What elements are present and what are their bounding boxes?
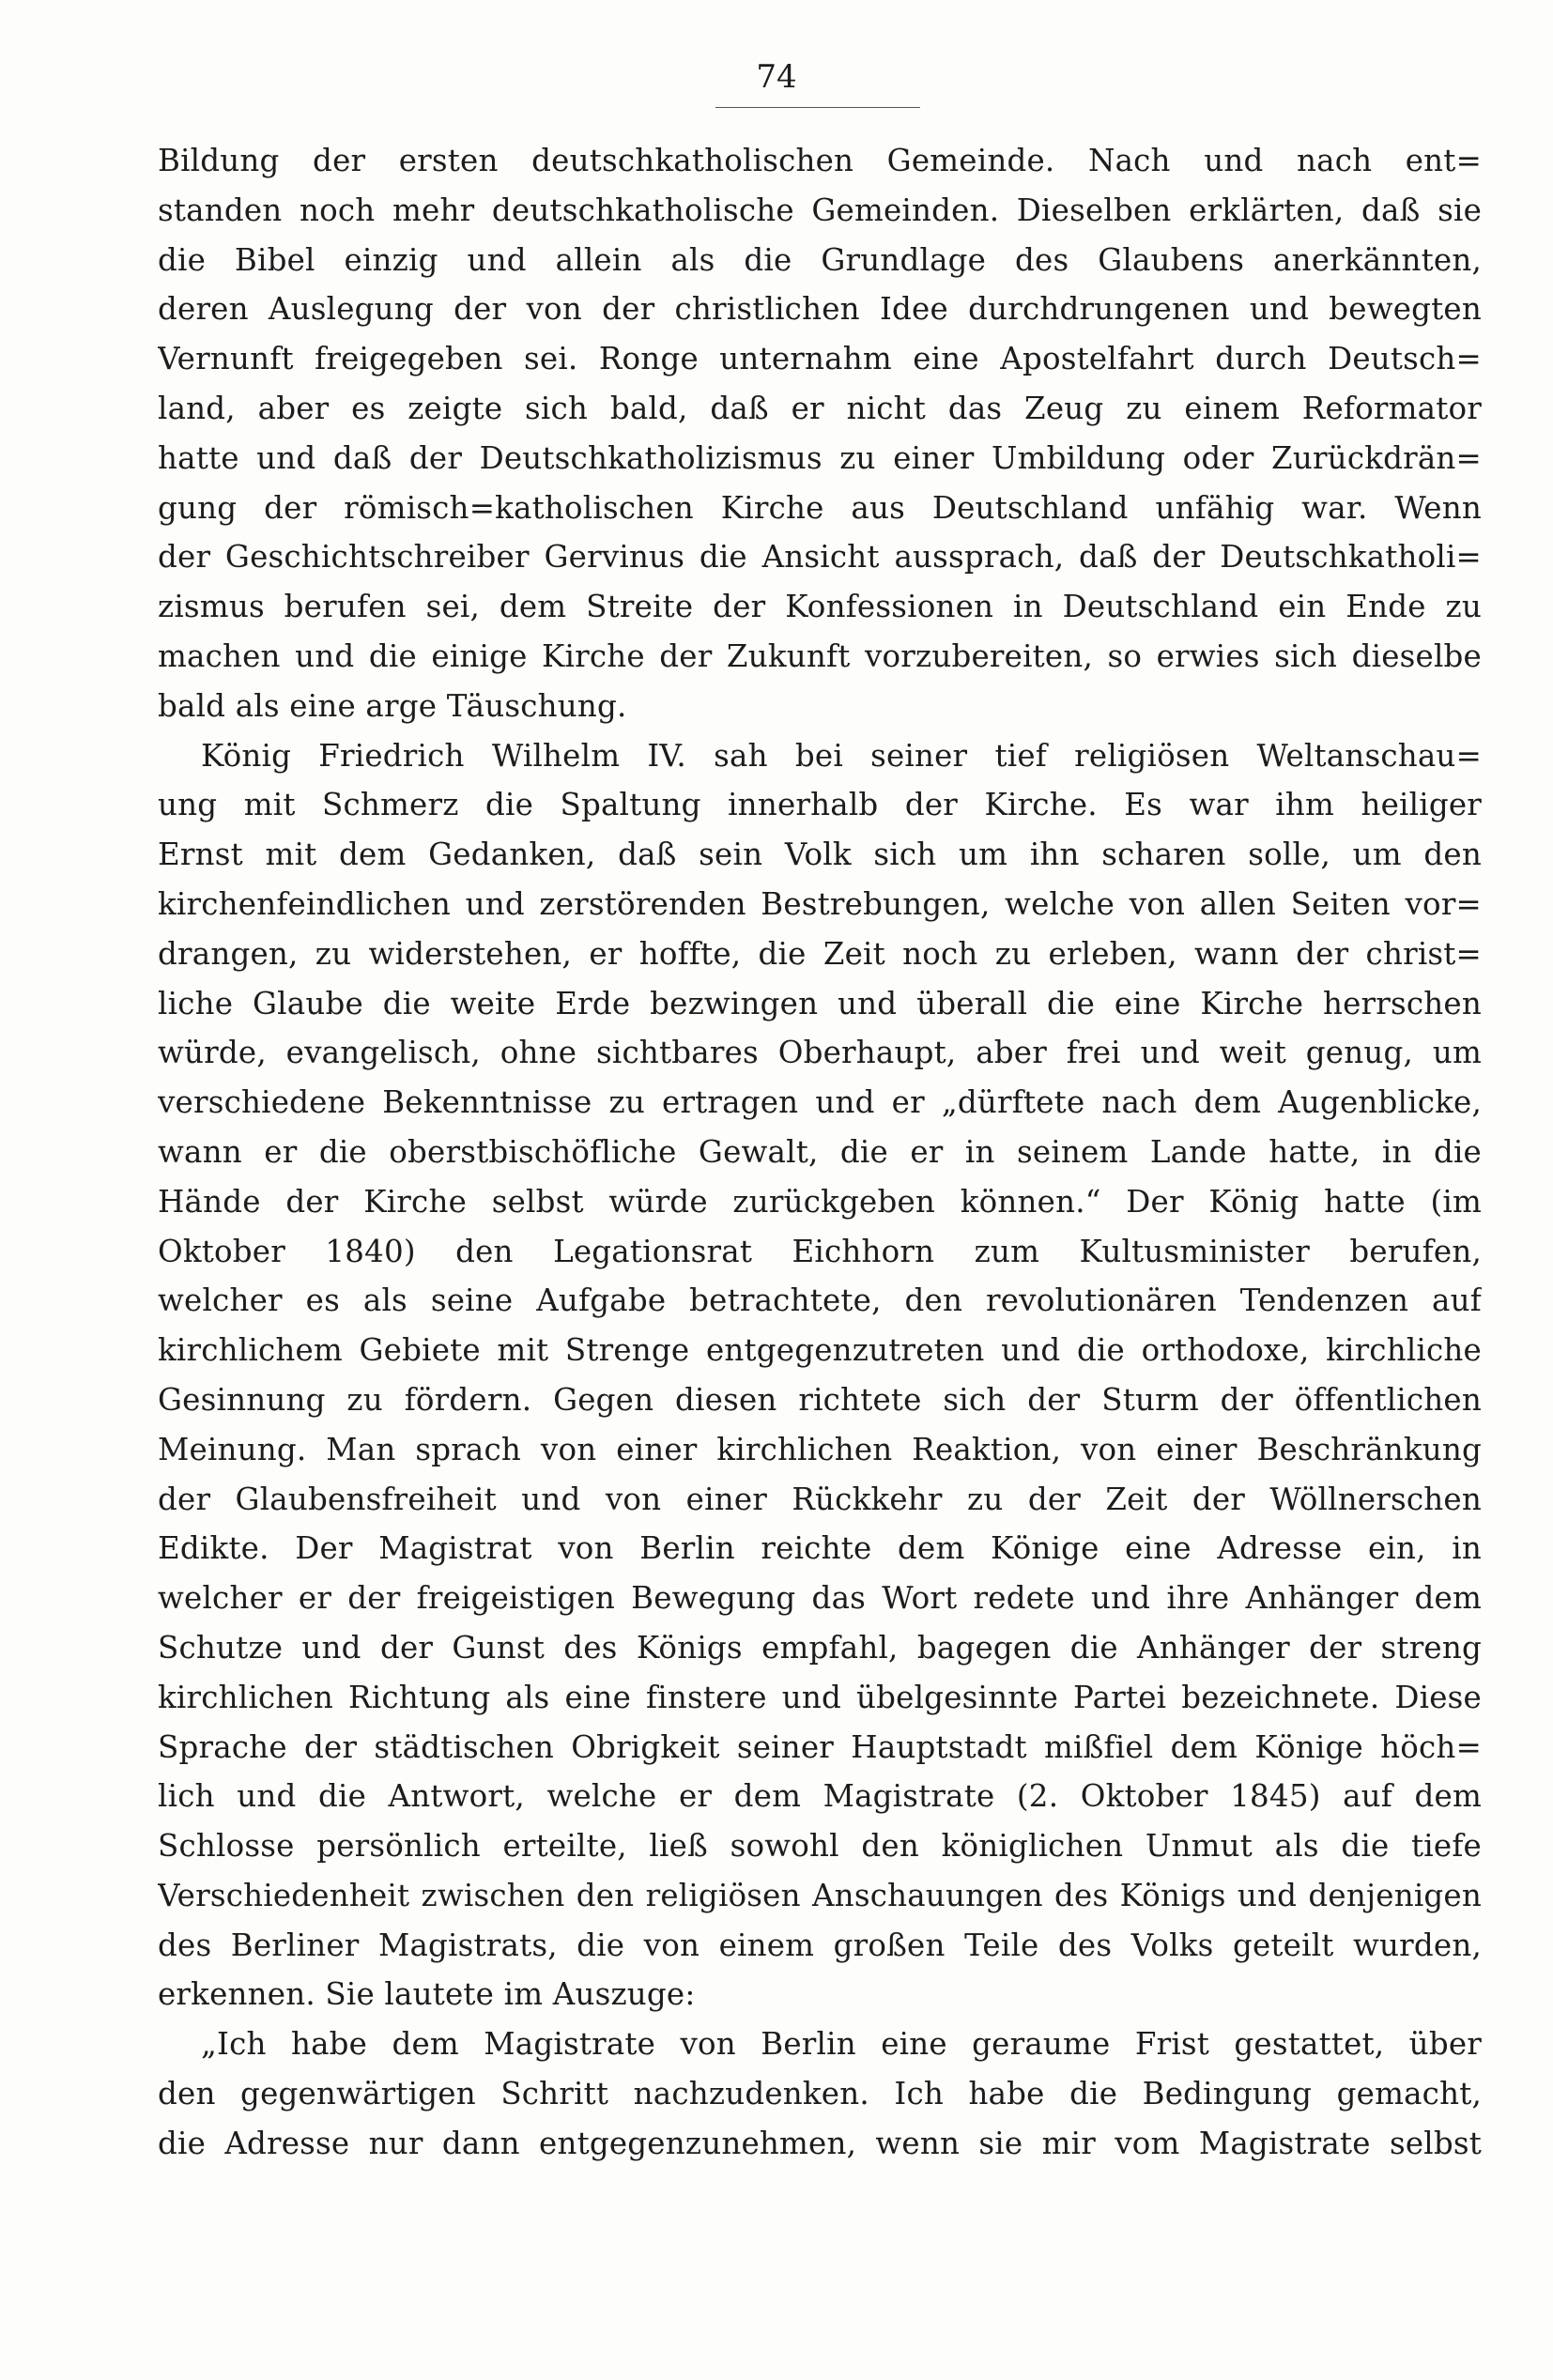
text-line: Oktober 1840) den Legationsrat Eichhorn zum Kultusminister berufen, bbox=[158, 1233, 1482, 1269]
paragraph-end-line: bald als eine arge Täuschung. bbox=[158, 687, 627, 724]
text-line: würde, evangelisch, ohne sichtbares Oberhaupt, aber frei und weit genug, um bbox=[158, 1035, 1482, 1071]
text-line: machen und die einige Kirche der Zukunft vorzubereiten, so erwies sich dieselbe bbox=[158, 637, 1482, 674]
text-line: welcher es als seine Aufgabe betrachtete, den revolutionären Tendenzen auf bbox=[158, 1282, 1482, 1319]
text-line: hatte und daß der Deutschkatholizismus zu einer Umbildung oder Zurückdrän= bbox=[158, 439, 1482, 476]
text-line: der Geschichtschreiber Gervinus die Ansicht aussprach, daß der Deutschkatholi= bbox=[158, 539, 1482, 576]
text-line: Bildung der ersten deutschkatholischen Gemeinde. Nach und nach ent= bbox=[158, 143, 1482, 178]
text-line: Edikte. Der Magistrat von Berlin reichte dem Könige eine Adresse ein, in bbox=[158, 1530, 1482, 1567]
text-line: welcher er der freigeistigen Bewegung das Wort redete und ihre Anhänger dem bbox=[158, 1580, 1482, 1617]
text-line: Meinung. Man sprach von einer kirchlichen Reaktion, von einer Beschränkung bbox=[158, 1431, 1482, 1467]
page-number-rule bbox=[715, 107, 920, 108]
text-line: Schlosse persönlich erteilte, ließ sowohl den königlichen Unmut als die tiefe bbox=[158, 1828, 1482, 1865]
text-line: Gesinnung zu fördern. Gegen diesen richtete sich der Sturm der öffentlichen bbox=[158, 1381, 1482, 1418]
text-line: standen noch mehr deutschkatholische Gemeinden. Dieselben erklärten, daß sie bbox=[158, 192, 1482, 228]
text-line: Verschiedenheit zwischen den religiösen Anschauungen des Königs und denjenigen bbox=[158, 1877, 1482, 1913]
text-line: drangen, zu widerstehen, er hoffte, die Zeit noch zu erleben, wann der christ= bbox=[158, 935, 1482, 972]
quote-start-line: „Ich habe dem Magistrate von Berlin eine geraume Frist gestattet, über bbox=[201, 2026, 1482, 2063]
text-line: kirchenfeindlichen und zerstörenden Bestrebungen, welche von allen Seiten vor= bbox=[158, 885, 1482, 922]
text-line: wann er die oberstbischöfliche Gewalt, die er in seinem Lande hatte, in die bbox=[158, 1133, 1482, 1170]
page-number: 74 bbox=[756, 58, 797, 96]
text-line: zismus berufen sei, dem Streite der Konfessionen in Deutschland ein Ende zu bbox=[158, 589, 1482, 625]
text-line: Sprache der städtischen Obrigkeit seiner Hauptstadt mißfiel dem Könige höch= bbox=[158, 1728, 1482, 1765]
text-line: liche Glaube die weite Erde bezwingen und überall die eine Kirche herrschen bbox=[158, 985, 1482, 1021]
text-line: die Bibel einzig und allein als die Grundlage des Glaubens anerkännten, bbox=[158, 241, 1482, 278]
text-line: Vernunft freigegeben sei. Ronge unternahm eine Apostelfahrt durch Deutsch= bbox=[158, 341, 1482, 377]
text-line: land, aber es zeigte sich bald, daß er nicht das Zeug zu einem Reformator bbox=[158, 390, 1482, 426]
paragraph-start-line: König Friedrich Wilhelm IV. sah bei seiner tief religiösen Weltanschau= bbox=[201, 737, 1482, 774]
text-line: lich und die Antwort, welche er dem Magistrate (2. Oktober 1845) auf dem bbox=[158, 1778, 1482, 1815]
text-line: verschiedene Bekenntnisse zu ertragen und er „dürftete nach dem Augenblicke, bbox=[158, 1084, 1482, 1121]
quote-line: die Adresse nur dann entgegenzunehmen, wenn sie mir vom Magistrate selbst bbox=[158, 2125, 1482, 2161]
text-line: deren Auslegung der von der christlichen Idee durchdrungenen und bewegten bbox=[158, 291, 1482, 328]
quote-line: den gegenwärtigen Schritt nachzudenken. Ich habe die Bedingung gemacht, bbox=[158, 2076, 1482, 2112]
text-line: gung der römisch=katholischen Kirche aus Deutschland unfähig war. Wenn bbox=[158, 489, 1482, 526]
text-line: kirchlichen Richtung als eine finstere und übelgesinnte Partei bezeichnete. Diese bbox=[158, 1679, 1482, 1715]
text-line: Schutze und der Gunst des Königs empfahl, bagegen die Anhänger der streng bbox=[158, 1629, 1482, 1666]
text-line: Hände der Kirche selbst würde zurückgeben können.“ Der König hatte (im bbox=[158, 1183, 1482, 1220]
text-line: der Glaubensfreiheit und von einer Rückkehr zu der Zeit der Wöllnerschen bbox=[158, 1481, 1482, 1517]
text-line: des Berliner Magistrats, die von einem großen Teile des Volks geteilt wurden, bbox=[158, 1927, 1482, 1963]
paragraph-end-line: erkennen. Sie lautete im Auszuge: bbox=[158, 1976, 696, 2013]
text-line: ung mit Schmerz die Spaltung innerhalb der Kirche. Es war ihm heiliger bbox=[158, 787, 1482, 823]
text-line: kirchlichem Gebiete mit Strenge entgegenzutreten und die orthodoxe, kirchliche bbox=[158, 1332, 1482, 1369]
body-text bbox=[158, 136, 1482, 2169]
text-line: Ernst mit dem Gedanken, daß sein Volk sich um ihn scharen solle, um den bbox=[158, 837, 1482, 873]
